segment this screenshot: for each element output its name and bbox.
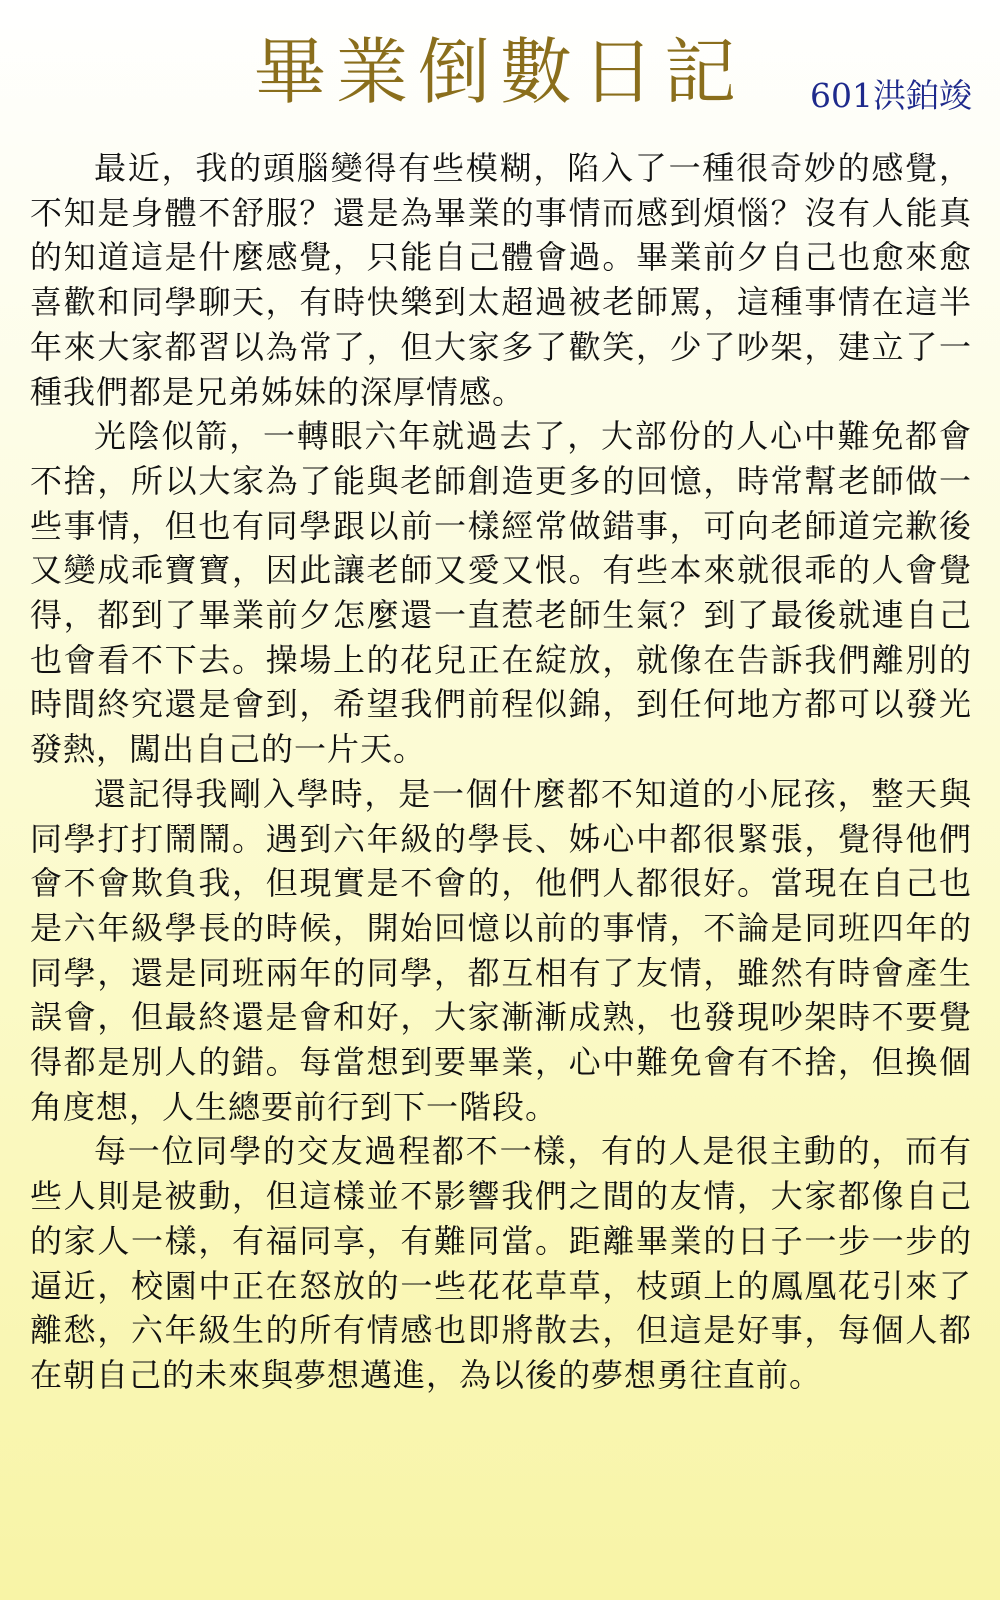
- paragraph-3: 還記得我剛入學時，是一個什麼都不知道的小屁孩，整天與同學打打鬧鬧。遇到六年級的學長、姊心中都很緊張，覺得他們會不會欺負我，但現實是不會的，他們人都很好。當現在自己也是六年級學長的時候，開始回憶以前的事情，不論是同班四年的同學，還是同班兩年的同學，都互相有了友情，雖然有時會產生誤會，但最終還是會和好，大家漸漸成熟，也發現吵架時不要覺得都是別人的錯。每當想到要畢業，心中難免會有不捨，但換個角度想，人生總要前行到下一階段。: [30, 774, 972, 1126]
- paragraph-2: 光陰似箭，一轉眼六年就過去了，大部份的人心中難免都會不捨，所以大家為了能與老師創造更多的回憶，時常幫老師做一些事情，但也有同學跟以前一樣經常做錯事，可向老師道完歉後又變成乖寶寶，因此讓老師又愛又恨。有些本來就很乖的人會覺得，都到了畢業前夕怎麼還一直惹老師生氣？到了最後就連自己也會看不下去。操場上的花兒正在綻放，就像在告訴我們離別的時間終究還是會到，希望我們前程似錦，到任何地方都可以發光發熱，闖出自己的一片天。: [30, 417, 972, 769]
- page-title: 畢業倒數日記: [253, 30, 746, 114]
- author-name: 601洪鉑竣: [810, 76, 972, 115]
- paragraph-1: 最近，我的頭腦變得有些模糊，陷入了一種很奇妙的感覺，不知是身體不舒服？還是為畢業的事情而感到煩惱？沒有人能真的知道這是什麼感覺，只能自己體會過。畢業前夕自己也愈來愈喜歡和同學聊天，有時快樂到太超過被老師罵，這種事情在這半年來大家都習以為常了，但大家多了歡笑，少了吵架，建立了一種我們都是兄弟姊妹的深厚情感。: [30, 149, 972, 411]
- paragraph-4: 每一位同學的交友過程都不一樣，有的人是很主動的，而有些人則是被動，但這樣並不影響我們之間的友情，大家都像自己的家人一樣，有福同享，有難同當。距離畢業的日子一步一步的逼近，校園中正在怒放的一些花花草草，枝頭上的鳳凰花引來了離愁，六年級生的所有情感也即將散去，但這是好事，每個人都在朝自己的未來與夢想邁進，為以後的夢想勇往直前。: [30, 1132, 972, 1394]
- essay-body: [30, 146, 972, 1398]
